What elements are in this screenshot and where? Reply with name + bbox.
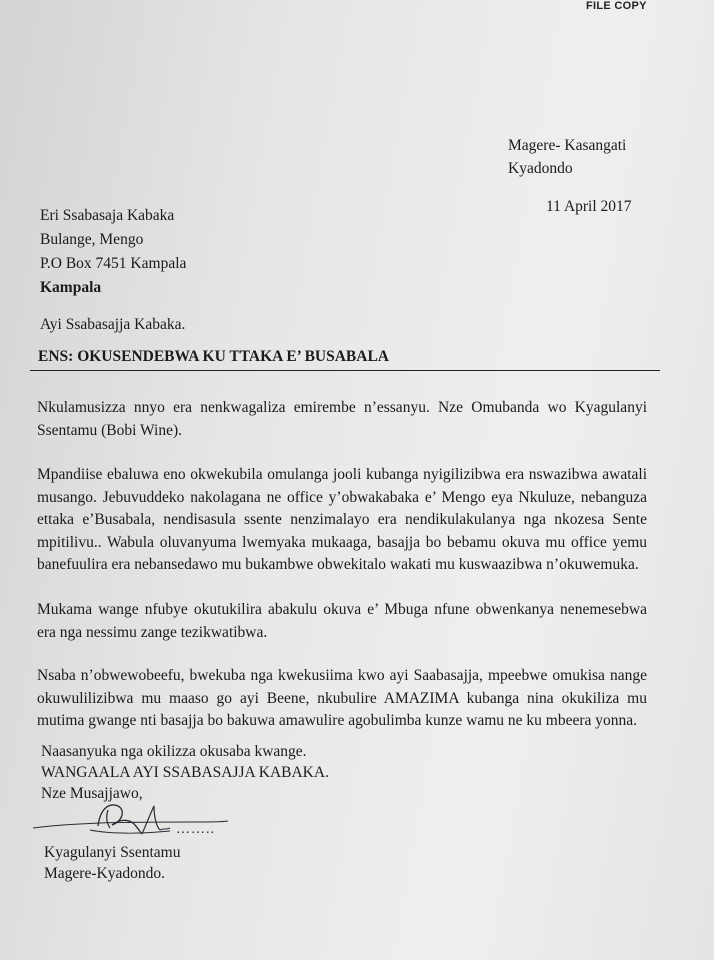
closing-line-1: Naasanyuka nga okilizza okusaba kwange. [41,743,307,760]
subject-line: ENS: OKUSENDEBWA KU TTAKA E’ BUSABALA [30,346,660,371]
salutation: Ayi Ssabasajja Kabaka. [40,316,186,333]
sender-address [508,134,626,180]
body-paragraph-4: Nsaba n’obwewobeefu, bwekuba nga kwekusiima kwo ayi Saabasajja, mpeebwe omukisa nange okuwulilizibwa mu maaso go ayi Beene, nkubulire AMAZIMA kubanga nina okukiliza mu mutima gwange nti basajja bo bakuwa amawulire agobulimba kunze wamu ne ku mbeera yonna. [37,667,647,729]
recipient-line-4: Kampala [40,279,102,296]
signer-name: Kyagulanyi Ssentamu [44,844,181,861]
closing-block [41,741,329,804]
letter-date: 11 April 2017 [546,198,632,215]
body-paragraph-2: Mpandiise ebaluwa eno okwekubila omulanga jooli kubanga nyigilizibwa era nswazibwa awatali musango. Jebuvuddeko nakolagana ne office y’obwakabaka e’ Mengo eya Nkuluze, nebanguza ettaka e’Busabala, nendisasula ssente nenzimalayo era nendikulakulanya nga nkozesa Sente mpitilivu.. Wabula oluvanyuma lwemyaka mukaaga, basajja bo bebamu okuva mu office yemu banefuulira era nebansedawo mu bukambwe obwekitalo wakati mu kuswaazibwa n’okuwemuka. [37,466,647,573]
body-paragraph-1: Nkulamusizza nnyo era nenkwagaliza emirembe n’essanyu. Nze Omubanda wo Kyagulanyi Ssentamu (Bobi Wine). [37,399,647,439]
recipient-line-2: Bulange, Mengo [40,231,144,248]
signer-place: Magere-Kyadondo. [44,865,165,882]
signer-block [44,842,180,884]
sender-line-1: Magere- Kasangati [508,137,627,154]
signature-dotted-line: …….. [176,822,215,837]
closing-line-2: WANGAALA AYI SSABASAJJA KABAKA. [41,764,329,781]
sender-line-2: Kyadondo [508,160,573,177]
recipient-line-3: P.O Box 7451 Kampala [40,255,187,272]
recipient-line-1: Eri Ssabasaja Kabaka [40,207,175,224]
closing-line-3: Nze Musajjawo, [41,785,143,802]
file-copy-stamp: FILE COPY [586,0,647,12]
body-paragraph-3: Mukama wange nfubye okutukilira abakulu okuva e’ Mbuga nfune obwenkanya nenemesebwa era nga nessimu zange tezikwatibwa. [37,601,647,641]
recipient-address [40,204,186,300]
